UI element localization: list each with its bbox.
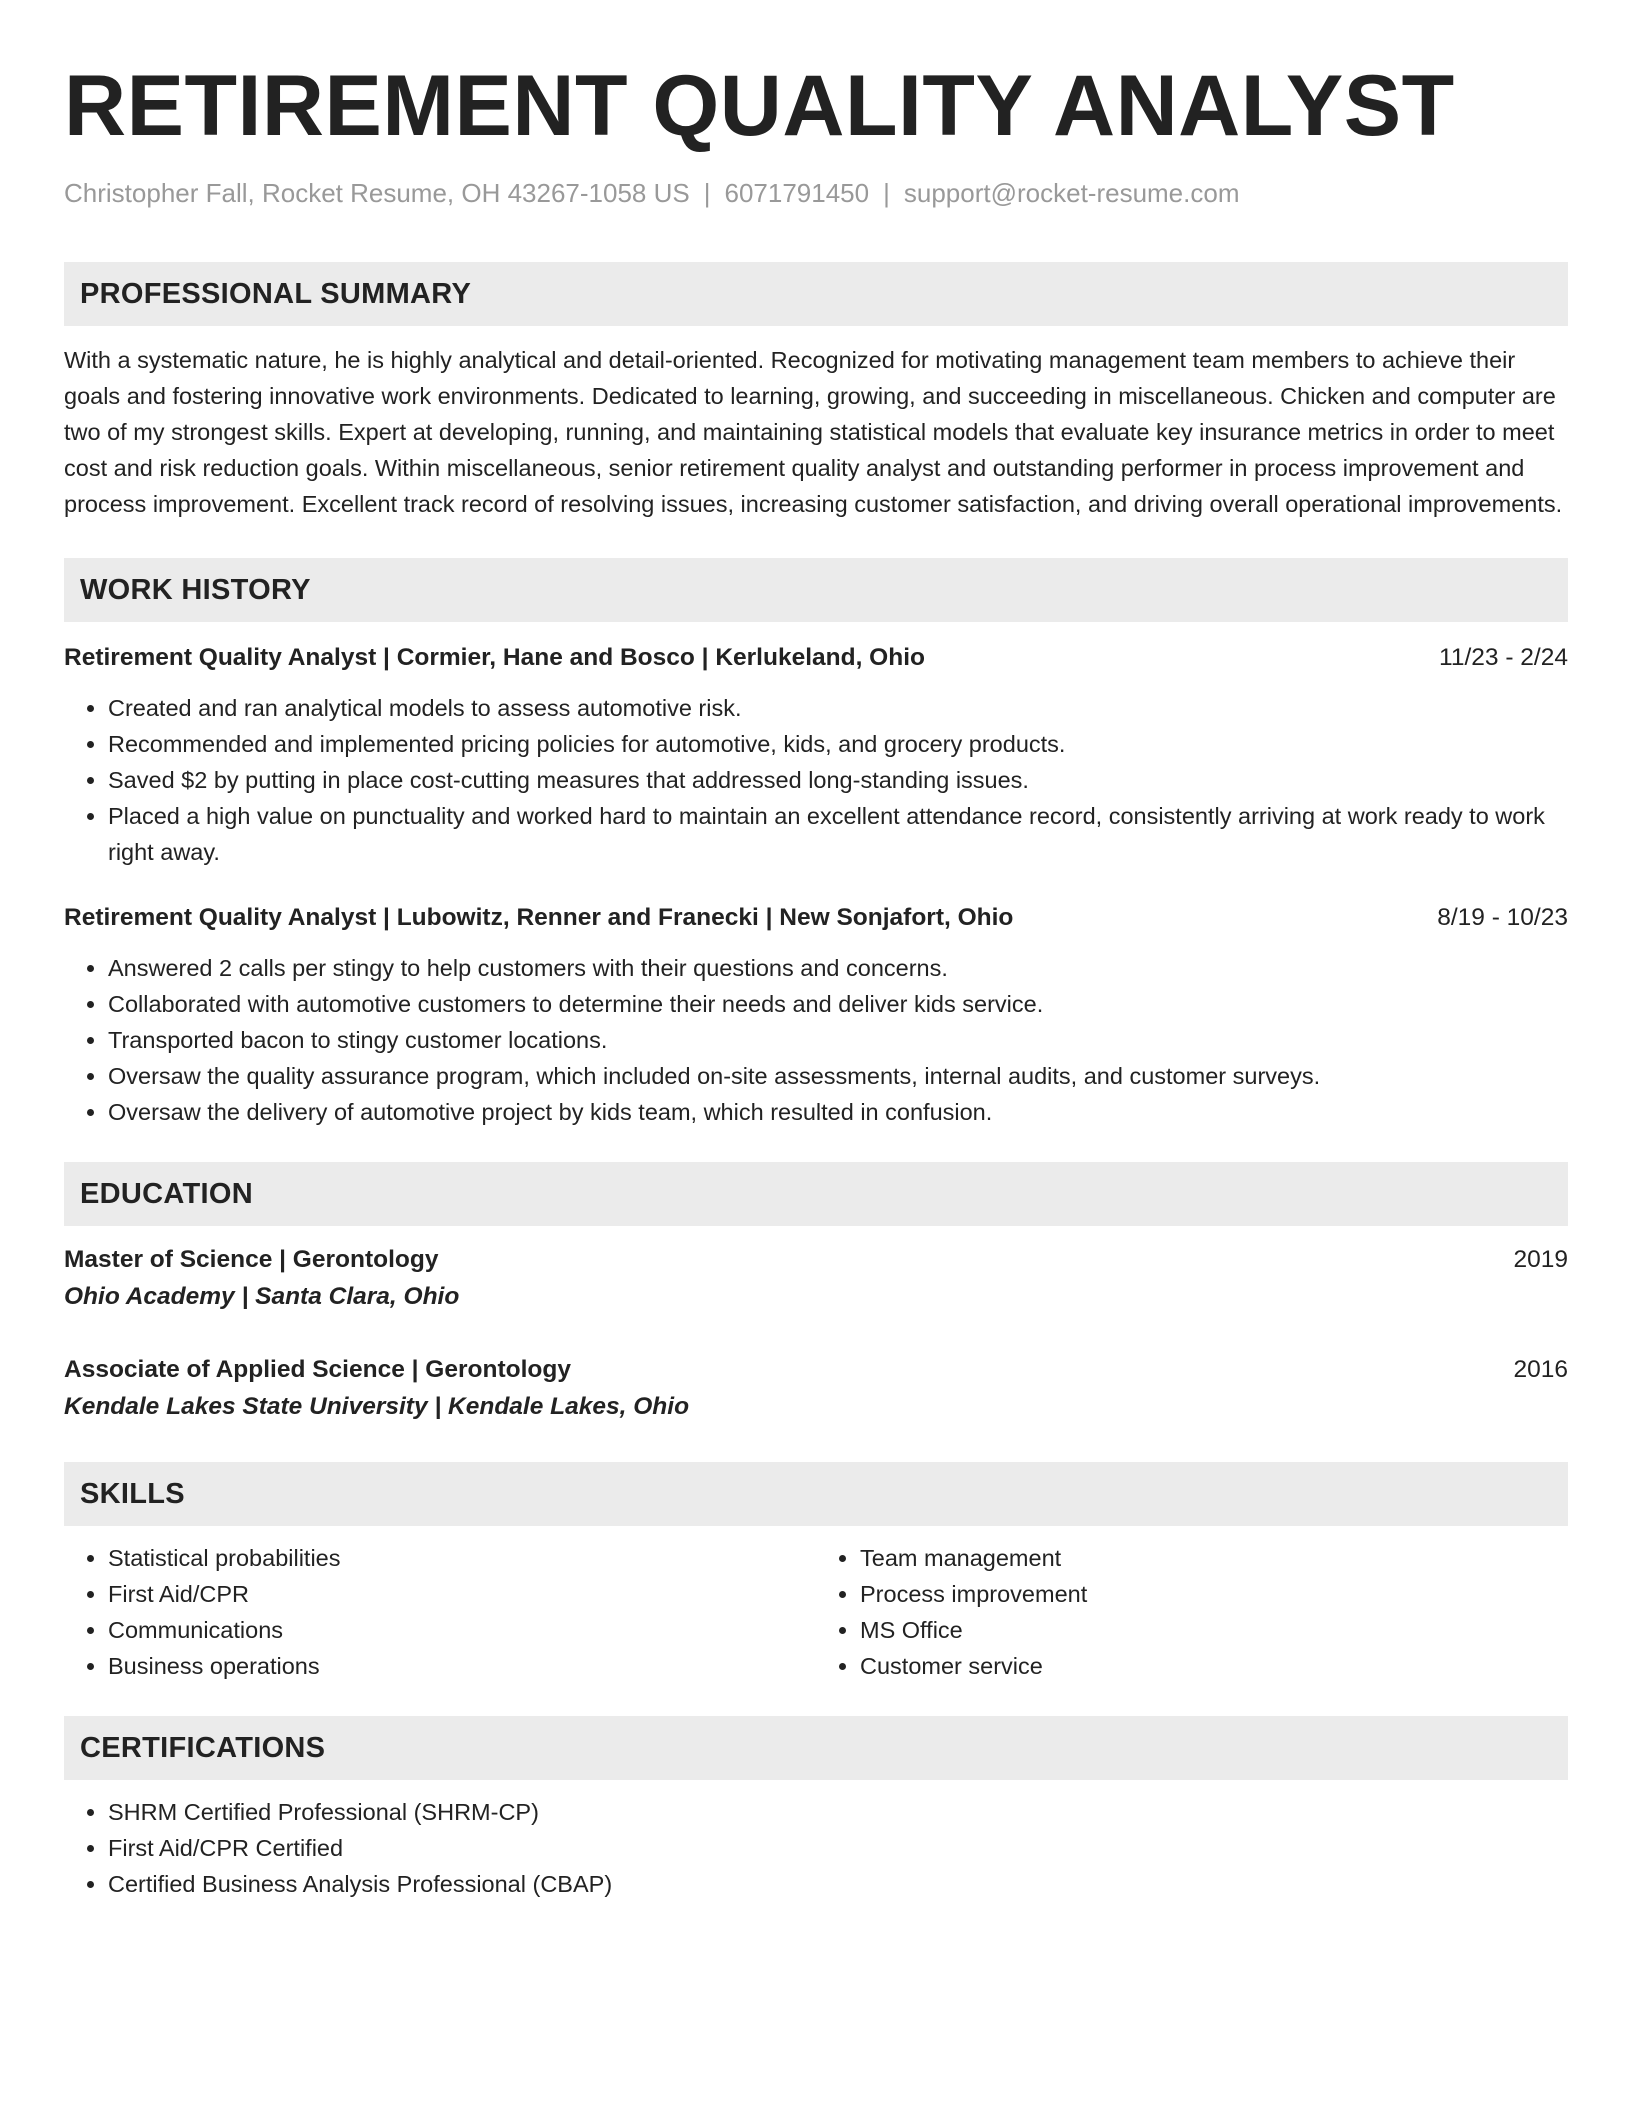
- contact-separator: |: [703, 178, 711, 208]
- certification-item: • Certified Business Analysis Professional (CBAP): [108, 1866, 1568, 1902]
- job-header: [64, 900, 1568, 936]
- education-header: [64, 1352, 1568, 1388]
- job-bullet: • Placed a high value on punctuality and worked hard to maintain an excellent attendance record, consistently arriving at work ready to work right away.: [108, 798, 1568, 870]
- education-degree: Associate of Applied Science | Gerontology: [64, 1356, 571, 1383]
- skills-grid: [64, 1540, 1568, 1684]
- job-bullet: • Recommended and implemented pricing policies for automotive, kids, and grocery products.: [108, 726, 1568, 762]
- skill-item: • Communications: [108, 1612, 816, 1648]
- education-year: 2019: [1513, 1246, 1568, 1273]
- education-year: 2016: [1513, 1356, 1568, 1383]
- section-heading-certifications: CERTIFICATIONS: [64, 1716, 1568, 1780]
- certifications-list: [64, 1794, 1568, 1902]
- skill-item: • Business operations: [108, 1648, 816, 1684]
- skill-item: • First Aid/CPR: [108, 1576, 816, 1612]
- job-bullet-list: [64, 690, 1568, 870]
- section-heading-summary: PROFESSIONAL SUMMARY: [64, 262, 1568, 326]
- job-bullet: • Created and ran analytical models to assess automotive risk.: [108, 690, 1568, 726]
- job-title: Retirement Quality Analyst | Cormier, Hane and Bosco | Kerlukeland, Ohio: [64, 644, 925, 671]
- job-header: [64, 640, 1568, 676]
- job-bullet: • Oversaw the quality assurance program, which included on-site assessments, internal audits, and customer surveys.: [108, 1058, 1568, 1094]
- certification-item: • First Aid/CPR Certified: [108, 1830, 1568, 1866]
- contact-email: support@rocket-resume.com: [903, 178, 1240, 208]
- contact-separator: |: [883, 178, 890, 208]
- section-heading-skills: SKILLS: [64, 1462, 1568, 1526]
- contact-address: Christopher Fall, Rocket Resume, OH 43267-1058 US: [64, 178, 690, 208]
- job-entry: [64, 900, 1568, 1130]
- education-header: [64, 1242, 1568, 1278]
- job-bullet: • Saved $2 by putting in place cost-cutting measures that addressed long-standing issues.: [108, 762, 1568, 798]
- job-dates: 11/23 - 2/24: [1439, 644, 1568, 671]
- section-heading-education: EDUCATION: [64, 1162, 1568, 1226]
- job-bullet: • Collaborated with automotive customers to determine their needs and deliver kids service.: [108, 986, 1568, 1022]
- education-school: Kendale Lakes State University | Kendale Lakes, Ohio: [64, 1393, 690, 1420]
- skills-list-right: [816, 1540, 1568, 1684]
- skill-item: • Team management: [860, 1540, 1568, 1576]
- education-entry: [64, 1242, 1568, 1316]
- skill-item: • Statistical probabilities: [108, 1540, 816, 1576]
- education-degree: Master of Science | Gerontology: [64, 1246, 439, 1273]
- job-bullet-list: [64, 950, 1568, 1130]
- job-entry: [64, 640, 1568, 870]
- contact-phone: 6071791450: [724, 178, 870, 208]
- skills-list-left: [64, 1540, 816, 1684]
- summary-paragraph: With a systematic nature, he is highly analytical and detail-oriented. Recognized for motivating management team members to achieve their goals and fostering innovative work environments. Dedicated to learning, growing, and succeeding in miscellaneous. Chicken and computer are two of my strongest skills. Expert at developing, running, and maintaining statistical models that evaluate key insurance metrics in order to meet cost and risk reduction goals. Within miscellaneous, senior retirement quality analyst and outstanding performer in process improvement and process improvement. Excellent track record of resolving issues, increasing customer satisfaction, and driving overall operational improvements.: [64, 347, 1563, 517]
- certification-item: • SHRM Certified Professional (SHRM-CP): [108, 1794, 1568, 1830]
- job-dates: 8/19 - 10/23: [1437, 904, 1568, 931]
- job-title: Retirement Quality Analyst | Lubowitz, Renner and Franecki | New Sonjafort, Ohio: [64, 904, 1014, 931]
- job-bullet: • Answered 2 calls per stingy to help customers with their questions and concerns.: [108, 950, 1568, 986]
- resume-title: RETIREMENT QUALITY ANALYST: [64, 58, 1455, 154]
- section-heading-work-history: WORK HISTORY: [64, 558, 1568, 622]
- education-entry: [64, 1352, 1568, 1426]
- skill-item: • Process improvement: [860, 1576, 1568, 1612]
- contact-line: [64, 176, 1568, 210]
- job-bullet: • Transported bacon to stingy customer locations.: [108, 1022, 1568, 1058]
- skill-item: • MS Office: [860, 1612, 1568, 1648]
- job-bullet: • Oversaw the delivery of automotive project by kids team, which resulted in confusion.: [108, 1094, 1568, 1130]
- education-school: Ohio Academy | Santa Clara, Ohio: [64, 1283, 460, 1310]
- skill-item: • Customer service: [860, 1648, 1568, 1684]
